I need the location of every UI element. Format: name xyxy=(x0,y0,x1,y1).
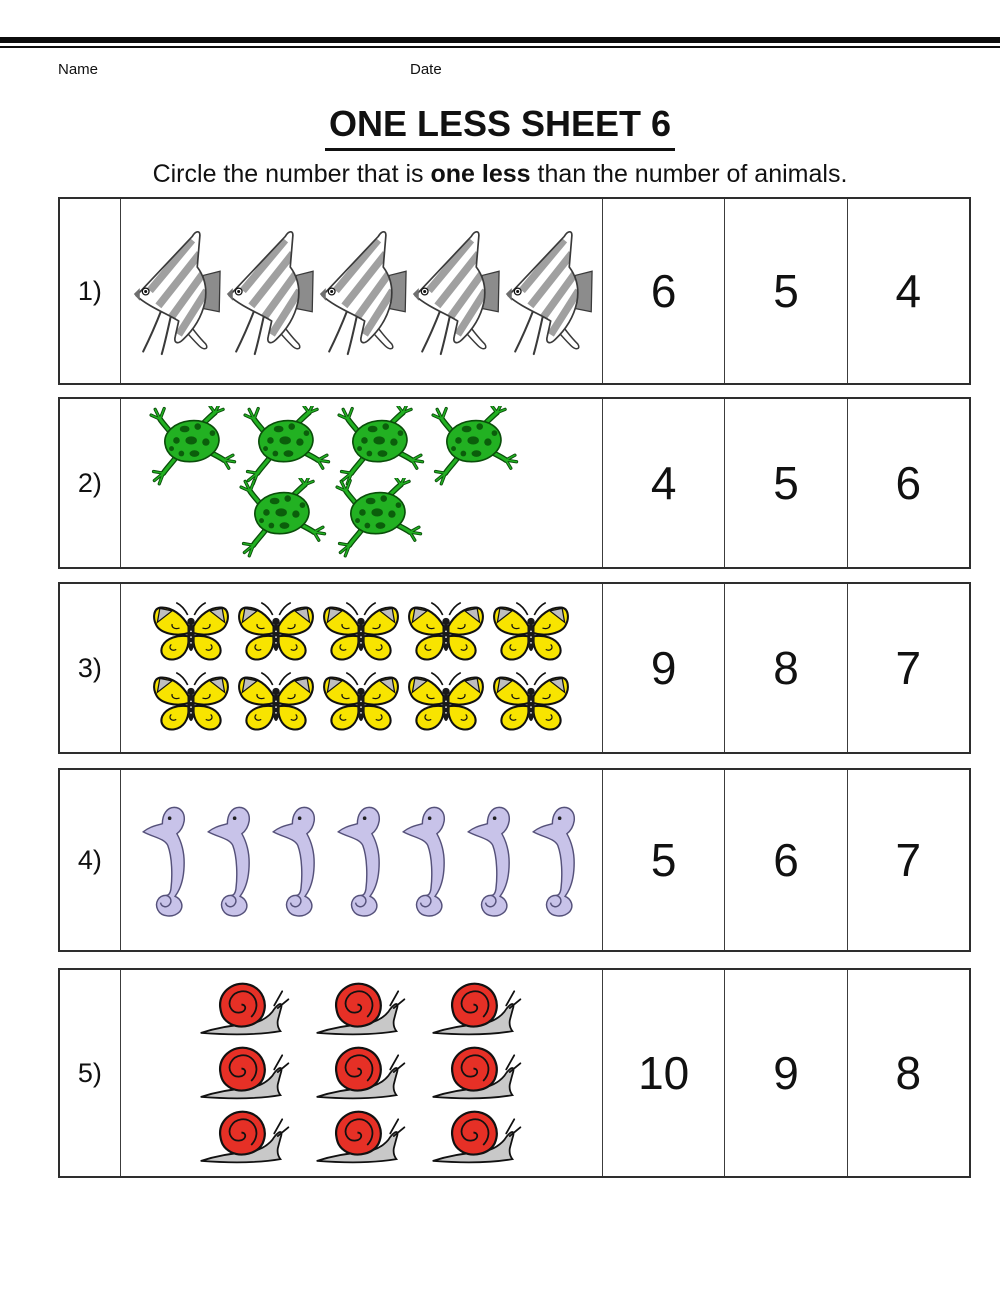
snail-image xyxy=(312,1106,410,1168)
animal-line xyxy=(121,600,602,666)
answer-option-4[interactable]: 4 xyxy=(602,399,724,567)
snail-image xyxy=(312,1042,410,1104)
animal-line xyxy=(121,222,602,361)
answer-option-5[interactable]: 5 xyxy=(602,770,724,950)
seahorse-image xyxy=(333,801,389,919)
instruction-suffix: than the number of animals. xyxy=(530,160,848,188)
angelfish-image xyxy=(412,222,505,361)
answer-option-9[interactable]: 9 xyxy=(724,970,846,1176)
worksheet-rows xyxy=(58,197,971,1178)
butterfly-image xyxy=(490,600,572,666)
worksheet-row-2 xyxy=(58,397,971,569)
instruction-bold: one less xyxy=(430,160,531,188)
answer-option-4[interactable]: 4 xyxy=(847,199,969,383)
answer-option-6[interactable]: 6 xyxy=(847,399,969,567)
butterfly-image xyxy=(235,670,317,736)
seahorse-image xyxy=(398,801,454,919)
animal-line xyxy=(121,1106,602,1168)
answer-option-6[interactable]: 6 xyxy=(724,770,846,950)
seahorse-image xyxy=(268,801,324,919)
worksheet-row-1 xyxy=(58,197,971,385)
seahorse-image xyxy=(528,801,584,919)
page-title: ONE LESS SHEET 6 xyxy=(325,103,675,151)
name-label: Name xyxy=(58,61,99,78)
snail-image xyxy=(428,978,526,1040)
answer-option-5[interactable]: 5 xyxy=(724,199,846,383)
frog-image xyxy=(335,406,425,488)
angelfish-image xyxy=(319,222,412,361)
row-number-label: 3) xyxy=(77,652,102,683)
row-number-label: 2) xyxy=(77,467,102,498)
butterfly-image xyxy=(235,600,317,666)
butterfly-image xyxy=(150,670,232,736)
title-wrap xyxy=(0,103,1000,151)
animal-line xyxy=(121,670,602,736)
animal-line xyxy=(121,801,602,919)
snail-image xyxy=(196,1042,294,1104)
animal-cell-frog xyxy=(120,399,602,567)
row-number-label: 5) xyxy=(77,1057,102,1088)
date-label: Date xyxy=(410,61,442,78)
angelfish-image xyxy=(133,222,226,361)
animal-cell-snail xyxy=(120,970,602,1176)
angelfish-image xyxy=(505,222,598,361)
animal-cell-seahorse xyxy=(120,770,602,950)
answer-option-6[interactable]: 6 xyxy=(602,199,724,383)
animal-line xyxy=(121,406,602,488)
answer-option-8[interactable]: 8 xyxy=(847,970,969,1176)
frog-image xyxy=(237,478,327,560)
butterfly-image xyxy=(320,670,402,736)
animal-line xyxy=(121,1042,602,1104)
worksheet-row-5 xyxy=(58,968,971,1178)
animal-cell-butterfly xyxy=(120,584,602,752)
top-rule-thick xyxy=(0,37,1000,43)
butterfly-image xyxy=(150,600,232,666)
snail-image xyxy=(312,978,410,1040)
snail-image xyxy=(428,1042,526,1104)
frog-image xyxy=(241,406,331,488)
animal-cell-angelfish xyxy=(120,199,602,383)
frog-image xyxy=(429,406,519,488)
worksheet-row-3 xyxy=(58,582,971,754)
snail-image xyxy=(428,1106,526,1168)
butterfly-image xyxy=(405,670,487,736)
animal-line xyxy=(121,478,602,560)
animal-line xyxy=(121,978,602,1040)
instruction xyxy=(0,160,1000,189)
answer-option-9[interactable]: 9 xyxy=(602,584,724,752)
frog-image xyxy=(147,406,237,488)
worksheet-row-4 xyxy=(58,768,971,952)
answer-option-5[interactable]: 5 xyxy=(724,399,846,567)
snail-image xyxy=(196,1106,294,1168)
instruction-prefix: Circle the number that is xyxy=(152,160,431,188)
row-number-label: 4) xyxy=(77,844,102,875)
snail-image xyxy=(196,978,294,1040)
answer-option-7[interactable]: 7 xyxy=(847,770,969,950)
angelfish-image xyxy=(226,222,319,361)
butterfly-image xyxy=(405,600,487,666)
seahorse-image xyxy=(203,801,259,919)
butterfly-image xyxy=(490,670,572,736)
row-number-label: 1) xyxy=(77,275,102,306)
answer-option-8[interactable]: 8 xyxy=(724,584,846,752)
butterfly-image xyxy=(320,600,402,666)
answer-option-10[interactable]: 10 xyxy=(602,970,724,1176)
seahorse-image xyxy=(138,801,194,919)
frog-image xyxy=(333,478,423,560)
seahorse-image xyxy=(463,801,519,919)
top-rule-thin xyxy=(0,46,1000,48)
answer-option-7[interactable]: 7 xyxy=(847,584,969,752)
